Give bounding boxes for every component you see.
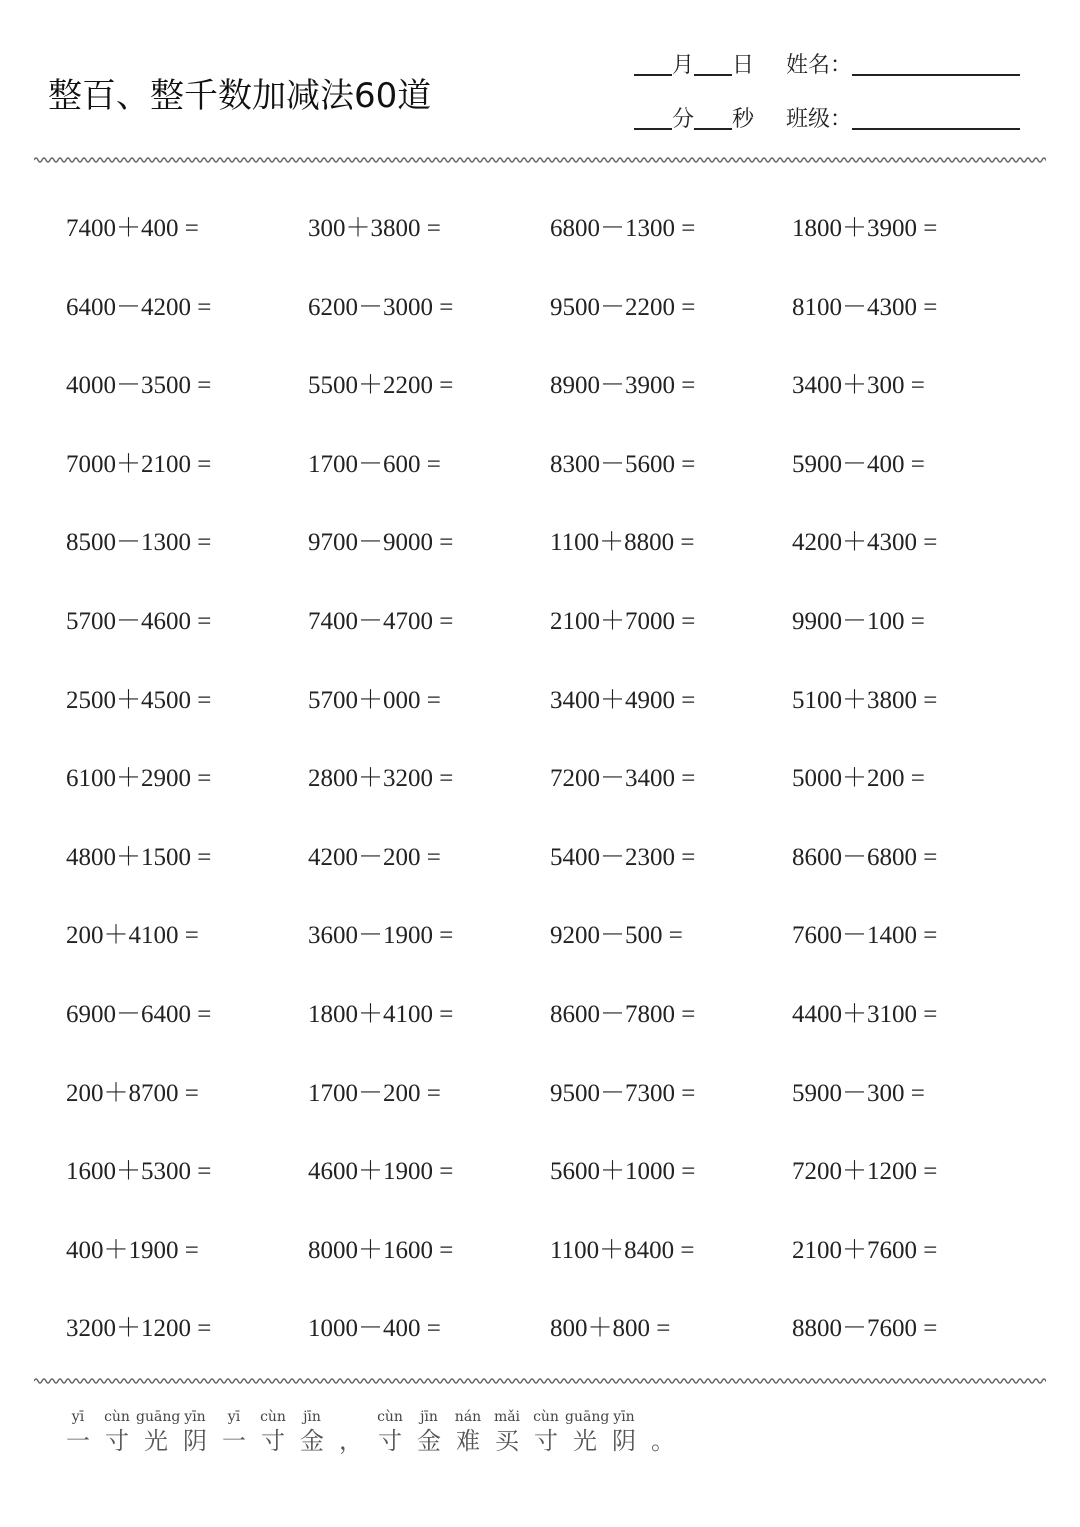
problem-r7-c2: 5700＋000 = (308, 687, 441, 714)
problem-r2-c1: 6400－4200 = (66, 294, 212, 321)
pinyin: yīn (184, 1409, 206, 1425)
problem-r15-c1: 3200＋1200 = (66, 1315, 212, 1342)
problem-r14-c4: 2100＋7600 = (792, 1237, 938, 1264)
problem-r13-c3: 5600＋1000 = (550, 1158, 696, 1185)
problem-r11-c1: 6900－6400 = (66, 1001, 212, 1028)
problem-r15-c4: 8800－7600 = (792, 1315, 938, 1342)
pinyin: cùn (533, 1409, 559, 1425)
hanzi: 。 (651, 1427, 675, 1455)
pinyin: guāng (565, 1409, 610, 1425)
pinyin (331, 1408, 371, 1426)
problem-r4-c2: 1700－600 = (308, 451, 441, 478)
class-label: 班级： (786, 107, 853, 132)
proverb-char (409, 1408, 449, 1456)
name-label: 姓名： (786, 53, 853, 78)
proverb-char (487, 1408, 527, 1456)
problem-r5-c2: 9700－9000 = (308, 529, 454, 556)
problem-r8-c1: 6100＋2900 = (66, 765, 212, 792)
class-blank[interactable] (852, 108, 1020, 130)
proverb-char (526, 1408, 566, 1456)
month-label: 月 (672, 53, 695, 78)
problem-r1-c4: 1800＋3900 = (792, 215, 938, 242)
hanzi: 一 (222, 1427, 246, 1455)
second-label: 秒 (732, 107, 755, 132)
problem-r4-c3: 8300－5600 = (550, 451, 696, 478)
hanzi: 阴 (612, 1427, 636, 1455)
problem-r8-c4: 5000＋200 = (792, 765, 925, 792)
proverb-char (58, 1408, 98, 1456)
pinyin: yī (71, 1409, 85, 1425)
problem-r5-c3: 1100＋8800 = (550, 529, 695, 556)
problem-r8-c3: 7200－3400 = (550, 765, 696, 792)
day-label: 日 (732, 53, 755, 78)
second-blank[interactable] (694, 108, 732, 130)
problem-r1-c1: 7400＋400 = (66, 215, 199, 242)
name-blank[interactable] (852, 54, 1020, 76)
problem-r10-c4: 7600－1400 = (792, 922, 938, 949)
hanzi: 寸 (261, 1427, 285, 1455)
problem-r6-c2: 7400－4700 = (308, 608, 454, 635)
proverb-char (136, 1408, 181, 1456)
hanzi: 寸 (378, 1427, 402, 1455)
problem-r13-c2: 4600＋1900 = (308, 1158, 454, 1185)
hanzi: 一 (66, 1427, 90, 1455)
problem-r7-c4: 5100＋3800 = (792, 687, 938, 714)
problem-r3-c2: 5500＋2200 = (308, 372, 454, 399)
problem-r11-c2: 1800＋4100 = (308, 1001, 454, 1028)
class-line (786, 102, 1020, 133)
problem-r12-c2: 1700－200 = (308, 1080, 441, 1107)
problem-r9-c2: 4200－200 = (308, 844, 441, 871)
month-blank[interactable] (634, 54, 672, 76)
problem-r10-c2: 3600－1900 = (308, 922, 454, 949)
name-line (786, 48, 1020, 79)
proverb-char (175, 1408, 215, 1456)
pinyin: mǎi (493, 1409, 521, 1425)
problem-r7-c3: 3400＋4900 = (550, 687, 696, 714)
problem-r9-c3: 5400－2300 = (550, 844, 696, 871)
page-title: 整百、整千数加减法60道 (48, 76, 432, 116)
proverb-char (604, 1408, 644, 1456)
hanzi: 寸 (534, 1427, 558, 1455)
minute-label: 分 (672, 107, 695, 132)
problem-r2-c3: 9500－2200 = (550, 294, 696, 321)
proverb-char (331, 1408, 371, 1456)
pinyin: jīn (303, 1409, 321, 1425)
proverb-char (214, 1408, 254, 1456)
problem-r3-c1: 4000－3500 = (66, 372, 212, 399)
problem-r14-c3: 1100＋8400 = (550, 1237, 695, 1264)
day-blank[interactable] (694, 54, 732, 76)
problem-r13-c1: 1600＋5300 = (66, 1158, 212, 1185)
pinyin: yīn (613, 1409, 635, 1425)
hanzi: 买 (495, 1427, 519, 1455)
date-line (634, 48, 754, 79)
problem-r10-c1: 200＋4100 = (66, 922, 199, 949)
problem-r2-c2: 6200－3000 = (308, 294, 454, 321)
problem-r14-c2: 8000＋1600 = (308, 1237, 454, 1264)
problem-r5-c1: 8500－1300 = (66, 529, 212, 556)
problem-r12-c3: 9500－7300 = (550, 1080, 696, 1107)
pinyin: guāng (136, 1409, 181, 1425)
pinyin: jīn (420, 1409, 438, 1425)
hanzi: 难 (456, 1427, 480, 1455)
problem-r9-c1: 4800＋1500 = (66, 844, 212, 871)
problem-r9-c4: 8600－6800 = (792, 844, 938, 871)
problem-r15-c2: 1000－400 = (308, 1315, 441, 1342)
problem-r14-c1: 400＋1900 = (66, 1237, 199, 1264)
pinyin: nán (454, 1409, 482, 1425)
problem-r8-c2: 2800＋3200 = (308, 765, 454, 792)
problem-r7-c1: 2500＋4500 = (66, 687, 212, 714)
problem-r4-c4: 5900－400 = (792, 451, 925, 478)
problem-r5-c4: 4200＋4300 = (792, 529, 938, 556)
minute-blank[interactable] (634, 108, 672, 130)
problem-r3-c4: 3400＋300 = (792, 372, 925, 399)
pinyin (643, 1408, 683, 1426)
top-wave-divider (34, 155, 1046, 165)
proverb-char (643, 1408, 683, 1456)
problem-r15-c3: 800＋800 = (550, 1315, 671, 1342)
problem-r13-c4: 7200＋1200 = (792, 1158, 938, 1185)
bottom-wave-divider (34, 1376, 1046, 1386)
proverb-char (97, 1408, 137, 1456)
problem-r1-c2: 300＋3800 = (308, 215, 441, 242)
proverb-char (565, 1408, 610, 1456)
hanzi: ， (339, 1427, 363, 1455)
problem-r11-c3: 8600－7800 = (550, 1001, 696, 1028)
proverb-char (370, 1408, 410, 1456)
pinyin: cùn (260, 1409, 286, 1425)
problem-r12-c4: 5900－300 = (792, 1080, 925, 1107)
proverb-char (253, 1408, 293, 1456)
problem-r1-c3: 6800－1300 = (550, 215, 696, 242)
hanzi: 寸 (105, 1427, 129, 1455)
hanzi: 金 (417, 1427, 441, 1455)
problem-r2-c4: 8100－4300 = (792, 294, 938, 321)
problem-r4-c1: 7000＋2100 = (66, 451, 212, 478)
problem-r11-c4: 4400＋3100 = (792, 1001, 938, 1028)
problem-r6-c3: 2100＋7000 = (550, 608, 696, 635)
pinyin: cùn (377, 1409, 403, 1425)
time-line (634, 102, 754, 133)
problem-r10-c3: 9200－500 = (550, 922, 683, 949)
hanzi: 阴 (183, 1427, 207, 1455)
pinyin: yī (227, 1409, 241, 1425)
proverb-char (448, 1408, 488, 1456)
problem-r12-c1: 200＋8700 = (66, 1080, 199, 1107)
hanzi: 光 (573, 1427, 597, 1455)
problem-r6-c1: 5700－4600 = (66, 608, 212, 635)
hanzi: 金 (300, 1427, 324, 1455)
problem-r6-c4: 9900－100 = (792, 608, 925, 635)
problem-r3-c3: 8900－3900 = (550, 372, 696, 399)
proverb-char (292, 1408, 332, 1456)
pinyin: cùn (104, 1409, 130, 1425)
hanzi: 光 (144, 1427, 168, 1455)
